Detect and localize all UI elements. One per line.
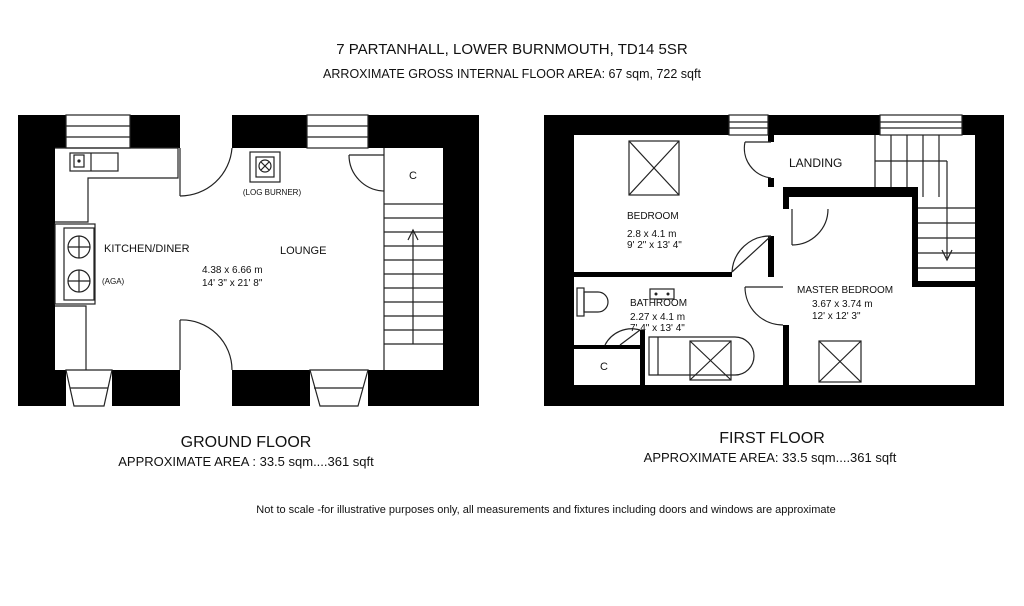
door-swing (744, 142, 771, 178)
aga-label: (AGA) (102, 277, 125, 286)
first-floor-title: FIRST FLOOR (719, 430, 825, 447)
bathroom-cupboard-label: C (600, 361, 608, 373)
window (880, 115, 962, 135)
window (66, 115, 130, 148)
window (307, 115, 368, 148)
disclaimer: Not to scale -for illustrative purposes only, all measurements and fixtures including doors and windows are approximate (256, 504, 836, 516)
bath (649, 337, 754, 380)
staircase (384, 198, 443, 370)
ground-room-dims-imperial: 14' 3" x 21' 8" (202, 278, 263, 289)
sink (70, 153, 118, 171)
cupboard-door (349, 148, 384, 198)
log-burner-label: (LOG BURNER) (242, 188, 302, 197)
skylight (629, 141, 679, 195)
door-swing (745, 287, 783, 325)
gross-floor-area: ARROXIMATE GROSS INTERNAL FLOOR AREA: 67 sqm, 722 sqft (323, 67, 701, 81)
log-burner (250, 152, 280, 182)
aga-range (55, 224, 95, 304)
door-swing (180, 148, 232, 196)
skylight (819, 341, 861, 382)
bedroom-label: BEDROOM (627, 211, 679, 222)
ground-room-dims-metric: 4.38 x 6.66 m (202, 265, 263, 276)
master-bedroom-dims-metric: 3.67 x 3.74 m (812, 299, 873, 310)
master-bedroom-dims-imperial: 12' x 12' 3" (812, 311, 861, 322)
ground-floor-plan (18, 115, 479, 406)
bedroom-dims-metric: 2.8 x 4.1 m (627, 229, 677, 240)
door-swing (180, 320, 232, 370)
staircase (875, 135, 975, 268)
property-address: 7 PARTANHALL, LOWER BURNMOUTH, TD14 5SR (336, 41, 688, 58)
bathroom-dims-imperial: 7' 4" x 13' 4" (630, 323, 685, 334)
first-floor-plan (544, 115, 1004, 406)
door-swing (732, 236, 771, 272)
toilet (577, 288, 608, 316)
door-swing (792, 209, 828, 245)
kitchen-worktop (55, 306, 86, 370)
bedroom-dims-imperial: 9' 2" x 13' 4" (627, 240, 682, 251)
master-bedroom-label: MASTER BEDROOM (797, 285, 894, 296)
ground-floor-area: APPROXIMATE AREA : 33.5 sqm....361 sqft (118, 454, 374, 469)
ground-floor-title: GROUND FLOOR (180, 434, 312, 451)
kitchen-diner-label: KITCHEN/DINER (104, 243, 190, 255)
window (729, 115, 768, 135)
lounge-label: LOUNGE (280, 245, 327, 257)
first-floor-area: APPROXIMATE AREA: 33.5 sqm....361 sqft (643, 450, 897, 465)
landing-label: LANDING (789, 156, 843, 170)
bathroom-dims-metric: 2.27 x 4.1 m (630, 312, 686, 323)
bathroom-label: BATHROOM (630, 298, 688, 309)
cupboard-label: C (409, 170, 417, 182)
